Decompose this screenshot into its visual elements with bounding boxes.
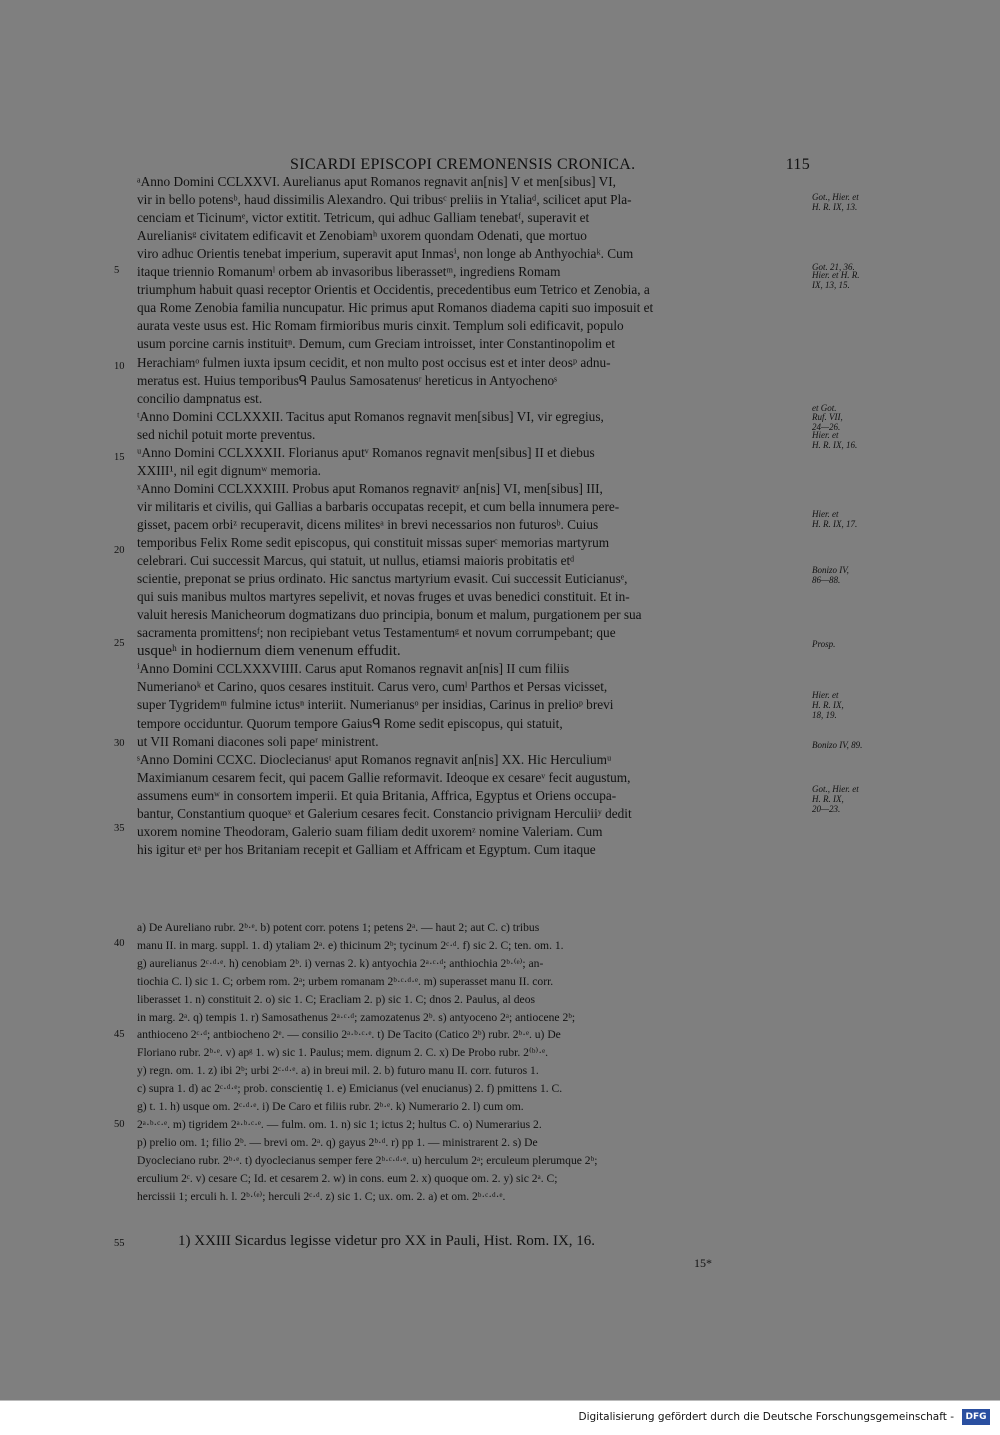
apparatus-line: tiochia C. l) sic 1. C; orbem rom. 2ᵃ; urbem romanam 2ᵇ·ᶜ·ᵈ·ᵉ. m) superasset manu II. corr. — [137, 974, 554, 988]
apparatus-line: y) regn. om. 1. z) ibi 2ᵇ; urbi 2ᶜ·ᵈ·ᵉ. a) in breui mil. 2. b) futuro manu II. corr. futuros 1. — [137, 1064, 539, 1078]
text-line: assumens eumʷ in consortem imperii. Et quia Britania, Affrica, Egyptus et Oriens occupa- — [137, 787, 617, 803]
margin-note: Ruf. VII, 24—26. — [812, 412, 843, 432]
text-line: XXIII¹, nil egit dignumʷ memoria. — [137, 462, 321, 478]
line-number: 35 — [114, 823, 125, 834]
text-line: usqueʰ in hodiernum diem venenum effudit. — [137, 643, 401, 660]
text-line: Numerianoᵏ et Carino, quos cesares instituit. Carus vero, cumˡ Parthos et Persas vicisset, — [137, 679, 608, 695]
line-number: 30 — [114, 738, 125, 749]
apparatus-line: 2ᵃ·ᵇ·ᶜ·ᵉ. m) tigridem 2ᵃ·ᵇ·ᶜ·ᵉ. — fulm. om. 1. n) sic 1; ictus 2; hultus C. o) Numerarius 2. — [137, 1117, 542, 1131]
margin-note: Got., Hier. et H. R. IX, 13. — [812, 192, 859, 212]
margin-note: et Got. — [812, 403, 837, 413]
text-line: Maximianum cesarem fecit, qui pacem Gallie reformavit. Ideoque ex cesareᵛ fecit augustum, — [137, 769, 631, 785]
margin-note: Got. 21, 36. — [812, 262, 855, 272]
apparatus-line: liberasset 1. n) constituit 2. o) sic 1. C; Eracliam 2. p) sic 1. C; dnos 2. Paulus, al deos — [137, 992, 535, 1006]
text-line: ˢAnno Domini CCXC. Dioclecianusᵗ aput Romanos regnavit an[nis] XX. Hic Herculiumᵘ — [137, 751, 612, 767]
line-number: 10 — [114, 361, 125, 372]
margin-note: Hier. et H. R. IX, 18, 19. — [812, 690, 844, 720]
text-line: ⁱAnno Domini CCLXXXVIIII. Carus aput Romanos regnavit an[nis] II cum filiis — [137, 661, 570, 677]
text-line: qua Rome Zenobia familia nuncupatur. Hic primus aput Romanos diadema capiti suo imposuit et — [137, 300, 654, 316]
apparatus-line: manu II. in marg. suppl. 1. d) ytaliam 2ᵃ. e) thicinum 2ᵇ; tycinum 2ᶜ·ᵈ. f) sic 2. C; ten. om. 1. — [137, 938, 564, 952]
line-number: 45 — [114, 1029, 125, 1040]
apparatus-line: anthioceno 2ᶜ·ᵈ; antbiocheno 2ᵉ. — consilio 2ᵃ·ᵇ·ᶜ·ᵉ. t) De Tacito (Catico 2ᵇ) rubr. 2ᵇ·ᵉ. u) De — [137, 1028, 561, 1042]
margin-note: Bonizo IV, 86—88. — [812, 565, 849, 585]
text-line: sacramenta promittensᶠ; non recipiebant vetus Testamentumᵍ et novum corrumpebant; que — [137, 625, 616, 641]
text-line: aurata veste usus est. Hic Romam firmioribus muris cinxit. Templum soli edificavit, populo — [137, 318, 624, 334]
apparatus-line: c) supra 1. d) ac 2ᶜ·ᵈ·ᵉ; prob. conscientię 1. e) Emicianus (vel enucianus) 2. f) pmittens 1. C. — [137, 1082, 563, 1096]
line-number: 5 — [114, 265, 120, 276]
line-number: 25 — [114, 638, 125, 649]
apparatus-line: in marg. 2ᵃ. q) tempis 1. r) Samosathenus 2ᵃ·ᶜ·ᵈ; zamozatenus 2ᵇ. s) antyoceno 2ᵃ; antiocene 2ᵇ; — [137, 1010, 576, 1024]
text-line: meratus est. Huius temporibusᑫ Paulus Samosatenusʳ hereticus in Antyochenoˢ — [137, 372, 557, 388]
text-line: vir in bello potensᵇ, haud dissimilis Alexandro. Qui tribusᶜ preliis in Ytaliaᵈ, scilicet aput Pla- — [137, 192, 632, 208]
apparatus-line: Floriano rubr. 2ᵇ·ᵉ. v) apᵍ 1. w) sic 1. Paulus; mem. dignum 2. C. x) De Probo rubr. 2⁽ᵇ⁾·ᵉ. — [137, 1046, 548, 1060]
apparatus-line: Dyocleciano rubr. 2ᵇ·ᵉ. t) dyoclecianus semper fere 2ᵇ·ᶜ·ᵈ·ᵉ. u) herculum 2ᵃ; erculeum plerumque 2ᵇ; — [137, 1153, 598, 1167]
apparatus-line: p) prelio om. 1; filio 2ᵇ. — brevi om. 2ᵃ. q) gayus 2ᵇ·ᵈ. r) pp 1. — ministrarent 2. s) De — [137, 1135, 538, 1149]
text-line: viro adhuc Orientis tenebat imperium, superavit aput Inmasⁱ, non longe ab Anthyochiaᵏ. Cum — [137, 246, 634, 262]
text-line: gisset, pacem orbiᶻ recuperavit, dicens militesᵃ in brevi necessarios non futurosᵇ. Cuius — [137, 516, 599, 532]
footer-bar — [0, 1400, 1000, 1435]
apparatus-line: erculium 2ᶜ. v) cesare C; Id. et cesarem 2. w) in cons. eum 2. x) quoque om. 2. y) sic 2ᵃ. C; — [137, 1171, 558, 1185]
text-line: celebrari. Cui successit Marcus, qui statuit, ut nullus, etiamsi maioris probitatis etᵈ — [137, 553, 575, 569]
margin-note: Hier. et H. R. IX, 16. — [812, 430, 858, 450]
margin-note: Bonizo IV, 89. — [812, 740, 863, 750]
text-line: Herachiamᵒ fulmen iuxta ipsum cecidit, et non multo post occisus est et inter deosᵖ adnu- — [137, 354, 611, 370]
text-line: temporibus Felix Rome sedit episcopus, qui constituit missas superᶜ memorias martyrum — [137, 535, 610, 550]
text-line: scientie, preponat se prius ordinato. Hic sanctus martyrium evasit. Cui successit Euticianusᵉ, — [137, 571, 628, 587]
signature-mark: 15* — [694, 1256, 712, 1270]
line-number: 15 — [114, 452, 125, 463]
margin-note: Got., Hier. et H. R. IX, 20—23. — [812, 784, 859, 814]
text-line: qui suis manibus multos martyres sepelivit, et novas fruges et uvas benedici constituit. Et in- — [137, 589, 630, 605]
apparatus-line: g) t. 1. h) usque om. 2ᶜ·ᵈ·ᵉ. i) De Caro et filiis rubr. 2ᵇ·ᵉ. k) Numerario 2. l) cum om. — [137, 1100, 524, 1113]
footnote: 1) XXIII Sicardus legisse videtur pro XX in Pauli, Hist. Rom. IX, 16. — [178, 1233, 596, 1249]
line-number: 55 — [114, 1238, 125, 1249]
line-number: 50 — [114, 1119, 125, 1130]
text-line: concilio dampnatus est. — [137, 390, 263, 406]
text-line: super Tygridemᵐ fulmine ictusⁿ interiit. Numerianusᵒ per insidias, Carinus in prelioᵖ brevi — [137, 697, 614, 713]
text-line: his igitur etᵃ per hos Britaniam recepit et Galliam et Affricam et Egyptum. Cum itaque — [137, 841, 596, 857]
text-line: Aurelianisᵍ civitatem edificavit et Zenobiamʰ uxorem quondam Odenati, que mortuo — [137, 228, 587, 244]
text-line: triumphum habuit quasi receptor Orientis et Occidentis, precedentibus eum Tetrico et Zenobia, a — [137, 282, 650, 298]
line-number: 40 — [114, 938, 125, 949]
text-line: ᵃAnno Domini CCLXXVI. Aurelianus aput Romanos regnavit an[nis] V et men[sibus] VI, — [137, 174, 616, 189]
text-line: bantur, Constantium quoqueˣ et Galerium cesares fecit. Constancio privignam Herculiiʸ dedit — [137, 805, 632, 821]
text-line: itaque triennio Romanumˡ orbem ab invasoribus liberassetᵐ, ingrediens Romam — [137, 264, 561, 280]
apparatus-line: a) De Aureliano rubr. 2ᵇ·ᵉ. b) potent corr. potens 1; petens 2ᵃ. — haut 2; aut C. c) tribus — [137, 921, 540, 934]
line-number: 20 — [114, 545, 125, 556]
text-line: vir militaris et civilis, qui Gallias a barbaris occupatas recepit, et cum bella innumera pere- — [137, 498, 620, 514]
text-line: uxorem nomine Theodoram, Galerio suam filiam dedit uxoremᶻ nomine Valeriam. Cum — [137, 823, 603, 839]
text-line: valuit heresis Manicheorum dogmatizans duo principia, bonum et malum, purgationem per sua — [137, 607, 642, 623]
margin-note: Hier. et H. R. IX, 17. — [812, 509, 858, 529]
dfg-logo: DFG — [962, 1409, 990, 1425]
text-line: cenciam et Ticinumᵉ, victor extitit. Tetricum, qui adhuc Galliam tenebatᶠ, superavit et — [137, 210, 590, 226]
text-line: usum porcine carnis instituitⁿ. Demum, cum Greciam introisset, inter Constantinopolim et — [137, 336, 615, 352]
text-line: ᵗAnno Domini CCLXXXII. Tacitus aput Romanos regnavit men[sibus] VI, vir egregius, — [137, 408, 604, 424]
running-title: SICARDI EPISCOPI CREMONENSIS CRONICA. — [290, 156, 636, 173]
footer-credit: Digitalisierung gefördert durch die Deutsche Forschungsgemeinschaft - — [578, 1411, 954, 1423]
apparatus-line: g) aurelianus 2ᶜ·ᵈ·ᵉ. h) cenobiam 2ᵇ. i) vernas 2. k) antyochia 2ᵃ·ᶜ·ᵈ; anthiochia 2ᵇ·⁽ᵉ⁾; an- — [137, 956, 544, 970]
page-number: 115 — [785, 156, 810, 173]
text-line: ˣAnno Domini CCLXXXIII. Probus aput Romanos regnavitʸ an[nis] VI, men[sibus] III, — [137, 480, 603, 496]
text-line: ᵘAnno Domini CCLXXXII. Florianus aputᵛ Romanos regnavit men[sibus] II et diebus — [137, 444, 595, 460]
margin-note: Prosp. — [812, 639, 836, 649]
margin-note: Hier. et H. R. IX, 13, 15. — [812, 270, 860, 290]
text-line: tempore occiduntur. Quorum tempore Gaiusᑫ Rome sedit episcopus, qui statuit, — [137, 715, 563, 731]
text-line: ut VII Romani diacones soli papeʳ ministrent. — [137, 733, 379, 749]
apparatus-line: hercissii 1; erculi h. l. 2ᵇ·⁽ᵉ⁾; herculi 2ᶜ·ᵈ. z) sic 1. C; ux. om. 2. a) et om. 2ᵇ·ᶜ·ᵈ·ᵉ. — [137, 1189, 506, 1203]
text-line: sed nichil potuit morte preventus. — [137, 426, 316, 442]
